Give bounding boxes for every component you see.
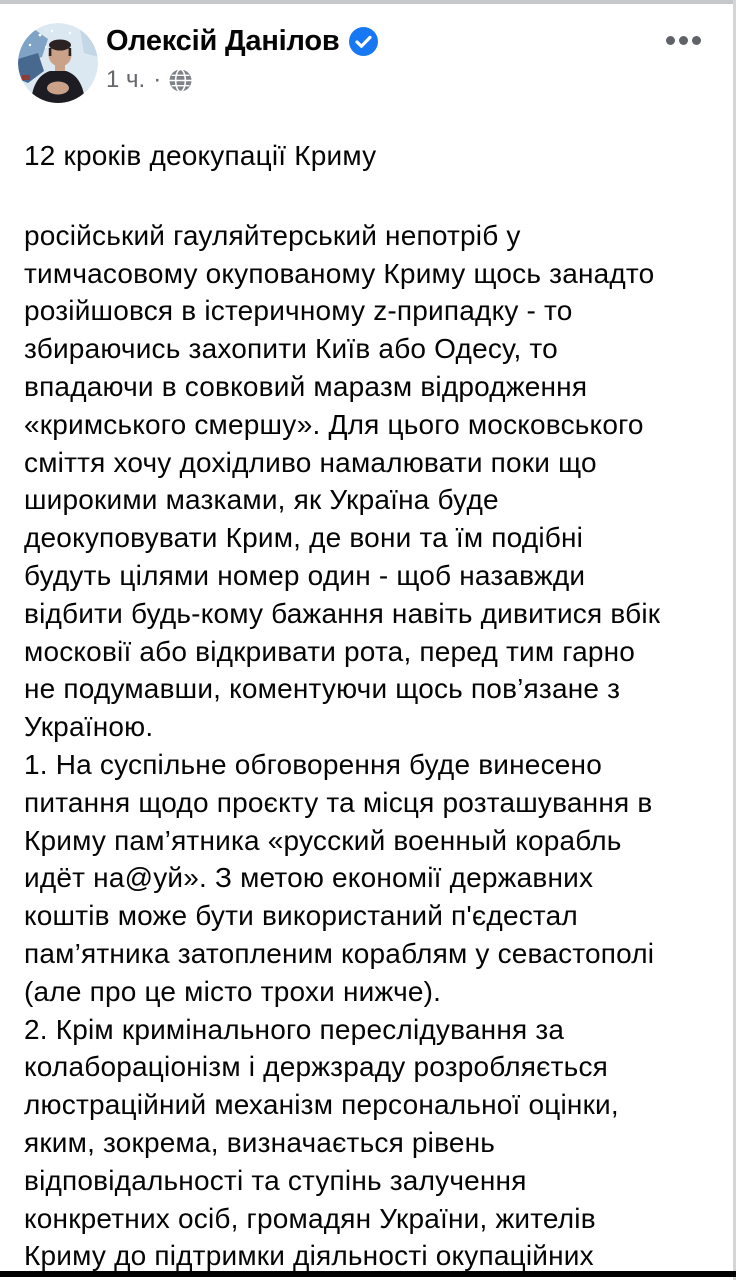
post-text-line: Криму до підтримки діяльності окупаційних xyxy=(24,1240,594,1272)
ellipsis-icon xyxy=(692,36,701,45)
post-text-line: конкретних осіб, громадян України, жителів xyxy=(24,1202,596,1234)
post-text-line: відбити будь-кому бажання навіть дивитися вбік xyxy=(24,597,661,629)
post-text-line: впадаючи в совковий маразм відродження xyxy=(24,370,588,402)
top-divider xyxy=(0,0,736,4)
post-text-line: тимчасовому окупованому Криму щось занадто xyxy=(24,257,655,289)
post-text-line: російський гауляйтерський непотріб у xyxy=(24,219,521,251)
post-text-line: «кримського смершу». Для цього московського xyxy=(24,408,644,440)
post-text-line: сміття хочу дохідливо намалювати поки що xyxy=(24,446,597,478)
post-text-line: будуть цілями номер один - щоб назавжди xyxy=(24,559,586,591)
post-text-line: Криму пам’ятника «русский военный корабль xyxy=(24,824,622,856)
post-text-line: пам’ятника затопленим кораблям у севастополі xyxy=(24,937,655,969)
avatar[interactable] xyxy=(18,23,98,103)
post-paragraphs xyxy=(24,175,708,1275)
post-text-line: идёт на@уй». З метою економії державних xyxy=(24,862,594,894)
post-text-line: московії або відкривати рота, перед тим гарно xyxy=(24,635,636,667)
post-text-line xyxy=(24,175,708,217)
post-text-line: збираючись захопити Київ або Одесу, то xyxy=(24,333,558,365)
ellipsis-icon xyxy=(666,36,675,45)
post-text-line: питання щодо проєкту та місця розташування в xyxy=(24,786,653,818)
post-text-line: відповідальності та ступінь залучення xyxy=(24,1164,527,1196)
post-text-line: деокуповувати Крим, де вони та їм подібні xyxy=(24,522,584,554)
post-text-line: колабораціонізм і держзраду розробляється xyxy=(24,1051,609,1083)
bottom-black-bar xyxy=(0,1271,736,1277)
globe-icon xyxy=(169,69,192,92)
post-text-line: 1. На суспільне обговорення буде винесено xyxy=(24,748,602,780)
verified-badge-icon xyxy=(349,27,378,56)
profile-photo xyxy=(18,23,98,103)
post-text-line: (але про це місто трохи нижче). xyxy=(24,975,442,1007)
post-text xyxy=(24,137,708,1275)
author-row xyxy=(106,24,378,58)
post-text-line: Україною. xyxy=(24,711,154,743)
post-meta xyxy=(106,66,378,94)
post-text-line: люстраційний механізм персональної оцінки, xyxy=(24,1089,619,1121)
author-name[interactable]: Олексій Данілов xyxy=(106,25,340,57)
post-title: 12 кроків деокупації Криму xyxy=(24,140,377,171)
post-text-line: коштів може бути використаний п'єдестал xyxy=(24,900,578,932)
post-text-line: яким, зокрема, визначається рівень xyxy=(24,1126,496,1158)
more-options-button[interactable] xyxy=(664,30,703,51)
post-text-line: не подумавши, коментуючи щось пов’язане з xyxy=(24,673,621,705)
ellipsis-icon xyxy=(679,36,688,45)
post-text-line: розійшовся в істеричному z-припадку - то xyxy=(24,295,573,327)
post-header xyxy=(18,23,714,107)
meta-separator: · xyxy=(153,66,162,93)
post-text-line: 2. Крім кримінального переслідування за xyxy=(24,1013,565,1045)
header-text xyxy=(106,24,378,94)
post-text-line: широкими мазками, як Україна буде xyxy=(24,484,499,516)
timestamp[interactable]: 1 ч. xyxy=(106,66,146,93)
